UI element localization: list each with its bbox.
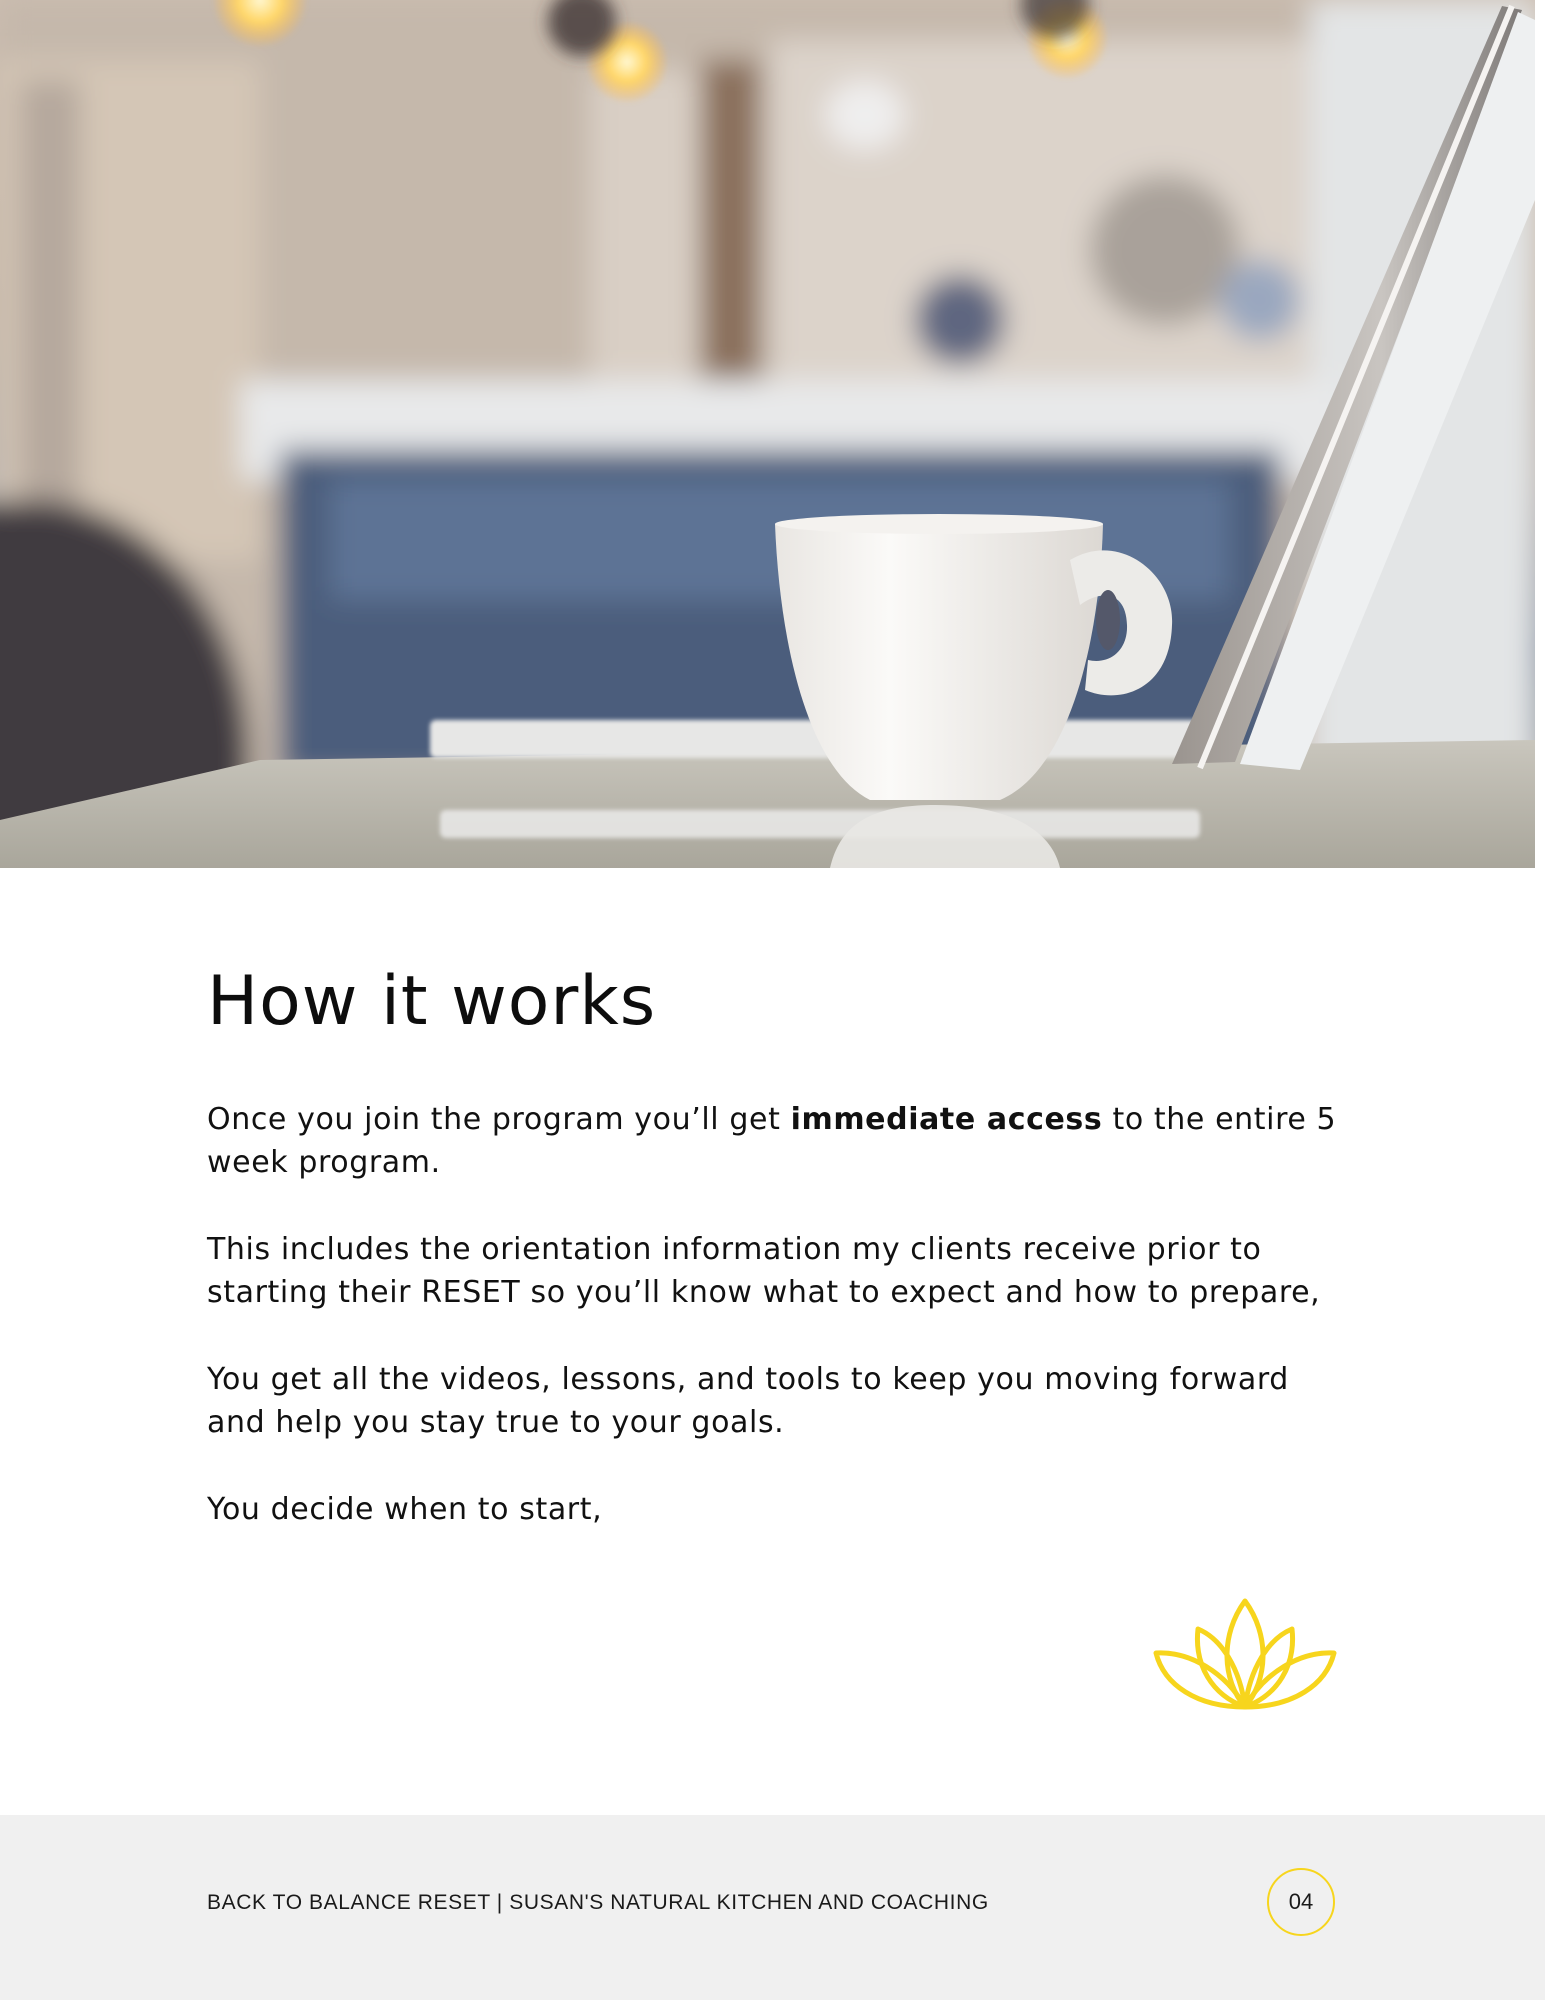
lotus-icon bbox=[1152, 1595, 1338, 1711]
paragraph-access-lead: Once you join the program you’ll get bbox=[207, 1102, 791, 1137]
paragraph-start: You decide when to start, bbox=[207, 1492, 603, 1527]
footer bbox=[0, 1815, 1545, 2000]
paragraph-access-highlight: immediate access bbox=[790, 1102, 1103, 1137]
paragraph-videos: You get all the videos, lessons, and tools to keep you moving forward and help you stay true to your goals. bbox=[207, 1362, 1289, 1440]
page-number-badge: 04 bbox=[1267, 1868, 1335, 1936]
paragraph-orientation: This includes the orientation information my clients receive prior to starting their RESET so you’ll know what to expect and how to prepare, bbox=[207, 1232, 1321, 1310]
body-text bbox=[207, 1098, 1357, 1531]
paragraph-access bbox=[207, 1098, 1357, 1184]
main-content bbox=[207, 960, 1357, 1575]
paragraph-access-tail: to the entire 5 week program. bbox=[207, 1102, 1337, 1180]
hero-photo bbox=[0, 0, 1535, 868]
page-title: How it works bbox=[207, 962, 657, 1041]
footer-title: BACK TO BALANCE RESET | SUSAN'S NATURAL KITCHEN AND COACHING bbox=[207, 1891, 989, 1914]
